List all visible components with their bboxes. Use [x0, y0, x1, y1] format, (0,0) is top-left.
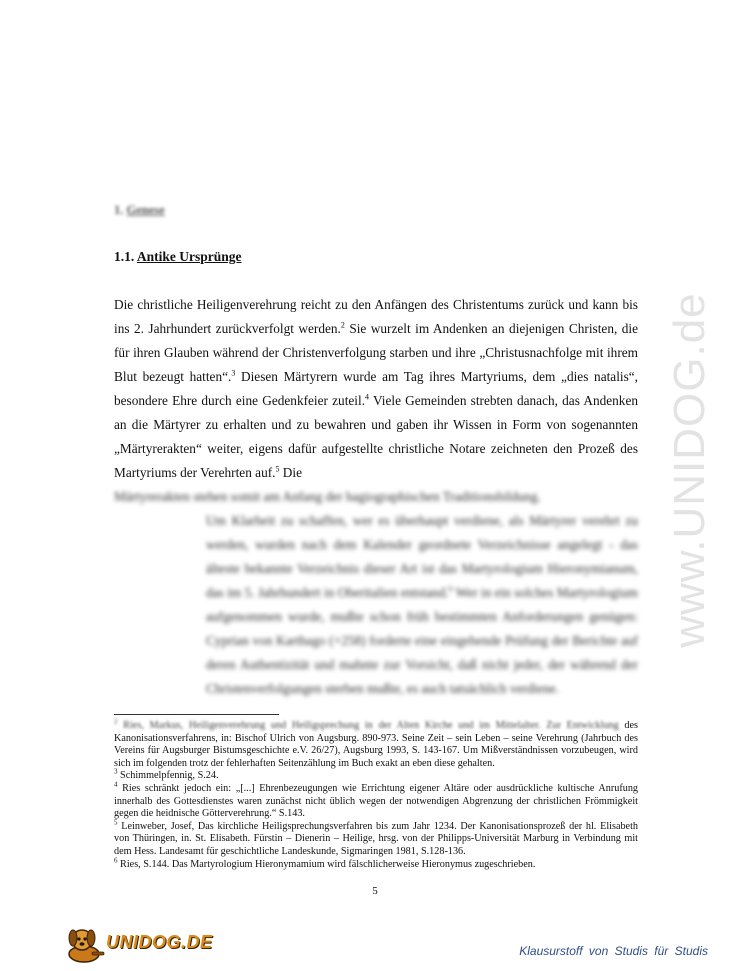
footnote-ref-6: 6	[448, 584, 453, 594]
logo-text: UNIDOG.DE	[106, 932, 213, 952]
body-text: Die christliche Heiligenverehrung reicht zu den Anfängen des Christentums zurück und kann bis ins 2. Jahrhundert zurückverfolgt werden.	[114, 297, 638, 336]
footnotes	[114, 717, 639, 871]
dog-mascot-icon	[62, 924, 106, 964]
footnote-ref-5[interactable]: 5	[275, 464, 280, 474]
footnote-text: Leinweber, Josef, Das kirchliche Heiligsprechungsverfahren bis zum Jahr 1234. Der Kanonisationsprozeß der hl. Elisabeth von Thüringen, in. St. Elisabeth. Fürstin – Dienerin – Heilige, hrsg. von der Philipps-Universität Marburg in Verbindung mit dem Hess. Landesamt für geschichtliche Landeskunde, Sigmaringen 1981, S.128-136.	[114, 820, 639, 857]
section-number: 1.1.	[114, 249, 135, 264]
watermark: www.UNIDOG.de	[665, 292, 714, 648]
footnote-number: 3	[114, 767, 118, 776]
footnote-3	[114, 767, 638, 783]
footnote-number: 2	[114, 717, 118, 726]
footnote-number: 5	[114, 818, 118, 827]
footnote-number: 6	[114, 856, 118, 865]
footnote-divider	[114, 714, 279, 715]
blurred-text: Wer in ein solches Martyrologium aufgenommen wurde, mußte schon früh bestimmten Anforderungen genügen: Cyprian von Karthago (+258) forderte eine eingehende Prüfung der Berichte auf deren Authentizität und mahnte zur Vorsicht, daß nicht jeder, der während der Christenverfolgungen sterben mußte, es auch tatsächlich verdiene.	[206, 585, 638, 696]
footnote-4	[114, 780, 639, 821]
footnote-text: Ries, S.144. Das Martyrologium Hieronymamium wird fälschlicherweise Hieronymus zugeschrieben.	[120, 858, 536, 870]
footnote-text: Ries schränkt jedoch ein: „[...] Ehrenbezeugungen wie Errichtung eigener Altäre oder ausdrückliche kultische Anrufung innerhalb des Gottesdienstes waren zunächst nicht üblich wegen der notwendigen Abgrenzung der christlichen Frömmigkeit gegen die heidnische Götterverehrung.“ S.143.	[114, 782, 639, 820]
footnote-number: 4	[114, 780, 118, 789]
body-text: Diesen Märtyrern wurde am Tag ihres Martyriums, dem „dies natalis“, besondere Ehre durch eine Gedenkfeier zuteil.	[114, 369, 638, 408]
body-text: Viele Gemeinden strebten danach, das Andenken an die Märtyrer zu erhalten und zu bewahren und gaben ihr Wissen in Form von sogenannten „Märtyrerakten“ weiter, eigens dafür aufgestellte christliche Notare zeichneten den Prozeß des Martyriums der Verehrten auf.	[114, 393, 638, 480]
footnote-ref-4[interactable]: 4	[365, 392, 370, 402]
blurred-body-text	[114, 485, 638, 701]
section-heading	[114, 249, 242, 265]
footnote-6	[114, 856, 638, 872]
body-text: Sie wurzelt im Andenken an diejenigen Christen, die für ihren Glauben während der Christenverfolgung starben und ihre „Christusnachfolge mit ihrem Blut bezeugt hatten“.	[114, 321, 638, 384]
blurred-line: Märtyrerakten stehen somit am Anfang der hagiographischen Traditionsbildung.	[114, 489, 541, 504]
footnote-ref-3[interactable]: 3	[231, 368, 236, 378]
unidog-logo[interactable]	[62, 924, 213, 964]
chapter-number: 1.	[114, 203, 124, 217]
footnote-text: des Kanonisationsverfahrens, in: Bischof Ulrich von Augsburg. 890-973. Seine Zeit – sein Leben – seine Verehrung (Jahrbuch des Vereins für Augsburger Bistumsgeschichte e.V. 26/27), Augsburg 1993, S. 143-167. Um Mißverständnissen vorzubeugen, wird sich im folgenden trotz der fehlerhaften Seitenzählung im Buch exakt an eben diese gehalten.	[114, 720, 638, 769]
body-paragraph	[114, 293, 638, 485]
footnote-ref-2[interactable]: 2	[340, 320, 345, 330]
footnote-text: Schimmelpfennig, S.24.	[120, 770, 219, 782]
blurred-paragraph	[114, 509, 638, 701]
chapter-heading	[114, 203, 165, 218]
footnote-text-blurred: Ries, Markus, Heiligenverehrung und Heiligsprechung in der Alten Kirche und im Mittelalter. Zur Entwicklung	[123, 720, 619, 731]
page-number: 5	[372, 885, 378, 897]
section-title: Antike Ursprünge	[136, 249, 242, 264]
blurred-text: Um Klarheit zu schaffen, wer es überhaupt verdiene, als Märtyrer verehrt zu werden, wurden nach dem Kalender geordnete Verzeichnisse angelegt - das älteste bekannte Verzeichnis dieser Art ist das Martyrologium Hieronymianum, das im 5. Jahrhundert in Oberitalien entstand.	[206, 513, 638, 600]
footnote-2	[114, 717, 638, 770]
footer-slogan: Klausurstoff von Studis für Studis	[519, 944, 708, 958]
chapter-title: Genese	[126, 203, 165, 217]
footnote-5	[114, 818, 639, 859]
body-text: Die	[279, 465, 303, 480]
